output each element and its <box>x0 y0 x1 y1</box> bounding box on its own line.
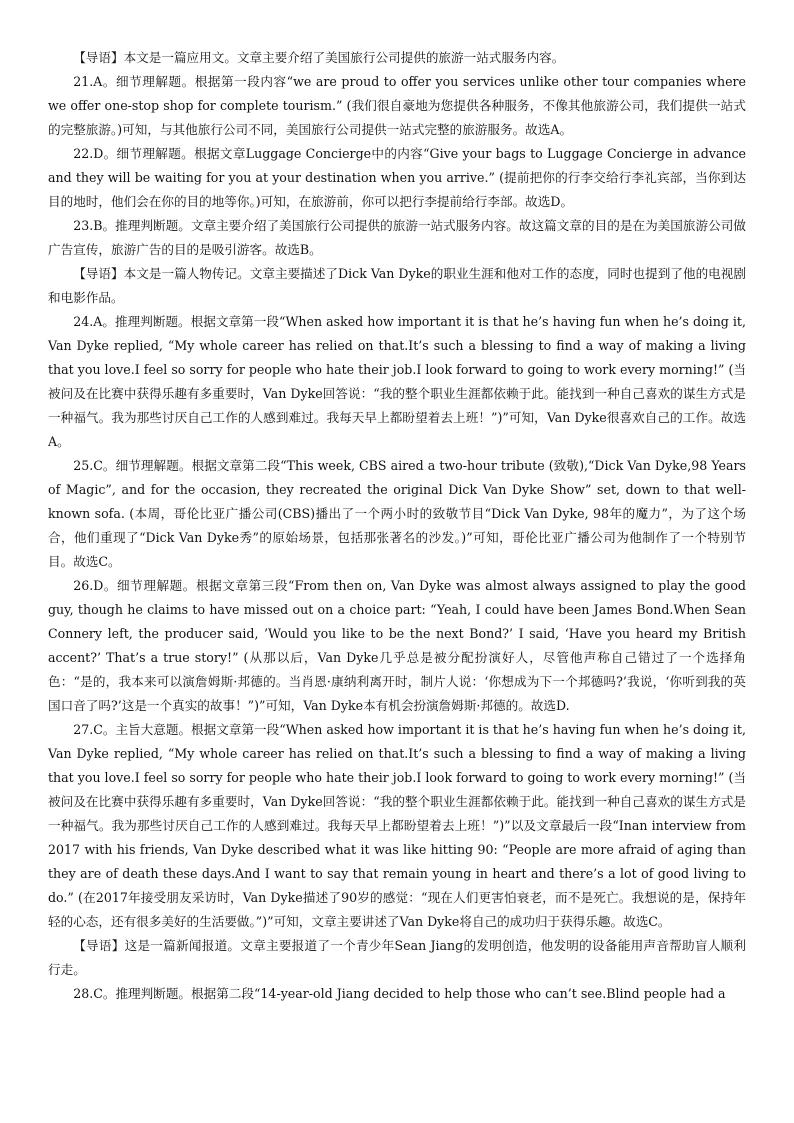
answer-23-paragraph: 23.B。推理判断题。文章主要介绍了美国旅行公司提供的旅游一站式服务内容。故这篇文章的目的是在为美国旅游公司做广告宣传，旅游广告的目的是吸引游客。故选B。 <box>48 218 746 257</box>
intro-paragraph-1: 【导语】本文是一篇应用文。文章主要介绍了美国旅行公司提供的旅游一站式服务内容。 <box>73 50 565 65</box>
answer-28-paragraph: 28.C。推理判断题。根据第二段“14-year-old Jiang decided to help those who can’t see.Blind people had a <box>73 986 726 1001</box>
answer-22-paragraph: 22.D。细节理解题。根据文章Luggage Concierge中的内容“Give your bags to Luggage Concierge in advance and they will be waiting for you at your destination when you arrive.” (提前把你的行李交给行李礼宾部，当你到达目的地时，他们会在你的目的地等你。)可知，在旅游前，你可以把行李提前给行李部。故选D。 <box>48 146 746 209</box>
answer-24-paragraph: 24.A。推理判断题。根据文章第一段“When asked how important it is that he’s having fun when he’s doing it, Van Dyke replied, “My whole career has relied on that.It’s such a blessing to find a way of making a living that you love.I feel so sorry for people who hate their job.I look forward to going to work every morning!” (当被问及在比赛中获得乐趣有多重要时，Van Dyke回答说：“我的整个职业生涯都依赖于此。能找到一种自己喜欢的谋生方式是一种福气。我为那些讨厌自己工作的人感到难过。我每天早上都盼望着去上班！”)”可知，Van Dyke很喜欢自己的工作。故选A。 <box>48 314 746 449</box>
intro-paragraph-3: 【导语】这是一篇新闻报道。文章主要报道了一个青少年Sean Jiang的发明创造，他发明的设备能用声音帮助盲人顺利行走。 <box>48 938 746 977</box>
answer-25-paragraph: 25.C。细节理解题。根据文章第二段“This week, CBS aired a two-hour tribute (致敬),“Dick Van Dyke,98 Years of Magic”, and for the occasion, they recreated the original Dick Van Dyke Show” set, down to that well-known sofa. (本周，哥伦比亚广播公司(CBS)播出了一个两小时的致敬节目“Dick Van Dyke, 98年的魔力”，为了这个场合，他们重现了“Dick Van Dyke秀”的原始场景，包括那张著名的沙发。)”可知，哥伦比亚广播公司为他制作了一个特别节目。故选C。 <box>48 458 746 569</box>
answer-21-paragraph: 21.A。细节理解题。根据第一段内容“we are proud to offer you services unlike other tour companies where we offer one-stop shop for complete tourism.” (我们很自豪地为您提供各种服务，不像其他旅游公司，我们提供一站式的完整旅游。)可知，与其他旅行公司不同，美国旅行公司提供一站式完整的旅游服务。故选A。 <box>48 74 746 137</box>
intro-paragraph-2: 【导语】本文是一篇人物传记。文章主要描述了Dick Van Dyke的职业生涯和他对工作的态度，同时也提到了他的电视剧和电影作品。 <box>48 266 746 305</box>
answer-27-paragraph: 27.C。主旨大意题。根据文章第一段“When asked how important it is that he’s having fun when he’s doing it, Van Dyke replied, “My whole career has relied on that.It’s such a blessing to find a way of making a living that you love.I feel so sorry for people who hate their job.I look forward to going to work every morning!” (当被问及在比赛中获得乐趣有多重要时，Van Dyke回答说：“我的整个职业生涯都依赖于此。能找到一种自己喜欢的谋生方式是一种福气。我为那些讨厌自己工作的人感到难过。我每天早上都盼望着去上班！”)”以及文章最后一段“Inan interview from 2017 with his friends, Van Dyke described what it was like hitting 90: “People are more afraid of aging than they are of death these days.And I want to say that remain young in heart and there’s a lot of good living to do.” (在2017年接受朋友采访时，Van Dyke描述了90岁的感觉：“现在人们更害怕衰老，而不是死亡。我想说的是，保持年轻的心态，还有很多美好的生活要做。”)”可知，文章主要讲述了Van Dyke将自己的成功归于获得乐趣。故选C。 <box>48 722 746 929</box>
answer-explanation-page <box>48 46 746 1006</box>
answer-26-paragraph: 26.D。细节理解题。根据文章第三段“From then on, Van Dyke was almost always assigned to play the good guy, though he claims to have missed out on a choice part: “Yeah, I could have been James Bond.When Sean Connery left, the producer said, ’Would you like to be the next Bond?’ I said, ‘Have you heard my British accent?’ That’s a true story!” (从那以后，Van Dyke几乎总是被分配扮演好人，尽管他声称自己错过了一个选择角色：“是的，我本来可以演詹姆斯·邦德的。当肖恩·康纳利离开时，制片人说：‘你想成为下一个邦德吗?’我说，‘你听到我的英国口音了吗?’这是一个真实的故事！”)”可知，Van Dyke本有机会扮演詹姆斯·邦德的。故选D. <box>48 578 746 713</box>
